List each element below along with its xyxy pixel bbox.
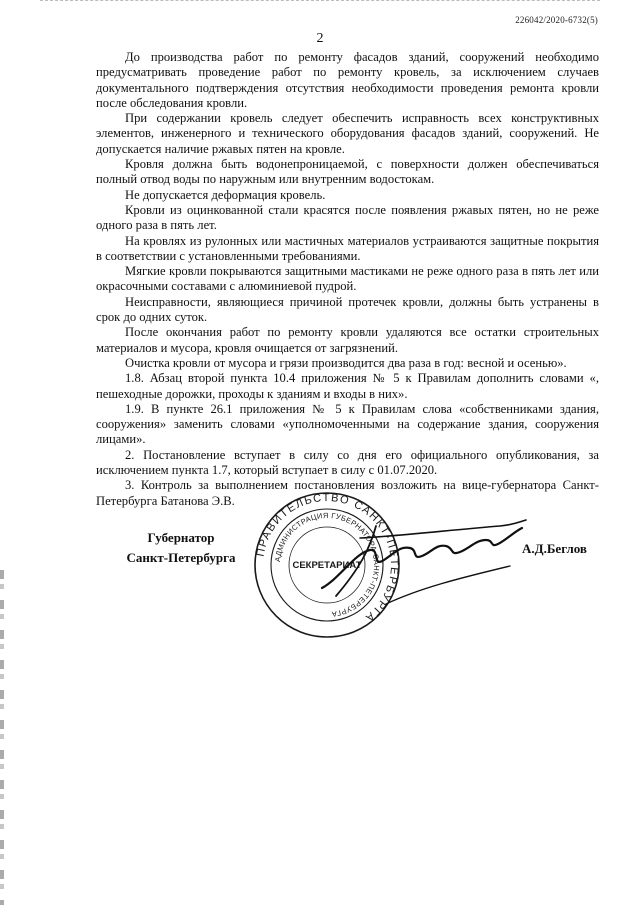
seal-inner-text: АДМИНИСТРАЦИЯ ГУБЕРНАТОРА САНКТ-ПЕТЕРБУРГА	[273, 510, 382, 619]
paragraph: 2. Постановление вступает в силу со дня его официального опубликования, за исключением пункта 1.7, который вступает в силу с 01.07.2020.	[96, 447, 599, 478]
paragraph: Не допускается деформация кровель.	[125, 187, 326, 202]
seal-center-text: СЕКРЕТАРИАТ	[292, 560, 362, 571]
paragraph: 1.8. Абзац второй пункта 10.4 приложения № 5 к Правилам дополнить словами «, пешеходные дорожки, проходы к зданиям и входы в них».	[96, 371, 599, 401]
paragraph: Неисправности, являющиеся причиной протечек кровли, должны быть устранены в срок до одних суток.	[96, 294, 599, 325]
signatory-name: А.Д.Беглов	[522, 541, 587, 556]
paragraph: 1.9. В пункте 26.1 приложения № 5 к Правилам слова «собственниками здания, сооружения» заменить словами «уполномоченными на содержание здания, сооружения лицами».	[96, 401, 599, 447]
signatory-title	[96, 528, 266, 568]
page-number: 2	[316, 31, 324, 46]
document-id: 226042/2020-6732(5)	[515, 15, 598, 25]
paragraph: На кровлях из рулонных или мастичных материалов устраиваются защитные покрытия в соответствии с установленными требованиями.	[96, 233, 599, 263]
paragraph: Кровли из оцинкованной стали красятся после появления ржавых пятен, но не реже одного раза в пять лет.	[96, 202, 599, 233]
paragraph: При содержании кровель следует обеспечить исправность всех конструктивных элементов, инженерного и технического оборудования фасадов зданий, сооружений. Не допускается наличие ржавых пятен на кровле.	[96, 111, 599, 156]
paragraph: До производства работ по ремонту фасадов зданий, сооружений необходимо предусматривать проведение работ по ремонту кровель, за исключением случаев документального подтверждения отсутствия необходимости проведения ремонта кровли после обследования кровли.	[96, 50, 599, 110]
scan-top-border	[40, 0, 600, 2]
paragraph: Мягкие кровли покрываются защитными мастиками не реже одного раза в пять лет или окрасочными составами с алюминиевой пудрой.	[96, 264, 599, 294]
document-body	[96, 50, 599, 509]
signatory-title-line1: Губернатор	[147, 530, 215, 545]
paragraph: Кровля должна быть водонепроницаемой, с поверхности должен обеспечиваться полный отвод воды по наружным или внутренним водостокам.	[96, 157, 599, 187]
seal-outer-text: ПРАВИТЕЛЬСТВО САНКТ-ПЕТЕРБУРГА	[254, 491, 401, 625]
paragraph: Очистка кровли от мусора и грязи производится два раза в год: весной и осенью».	[125, 355, 567, 370]
handwritten-signature	[300, 508, 530, 618]
scan-edge-artifact	[0, 570, 4, 905]
paragraph: 3. Контроль за выполнением постановления возложить на вице-губернатора Санкт-Петербурга Батанова Э.В.	[96, 478, 599, 508]
paragraph: После окончания работ по ремонту кровли удаляются все остатки строительных материалов и мусора, кровля очищается от загрязнений.	[96, 325, 599, 355]
signatory-title-line2: Санкт-Петербурга	[126, 550, 236, 565]
